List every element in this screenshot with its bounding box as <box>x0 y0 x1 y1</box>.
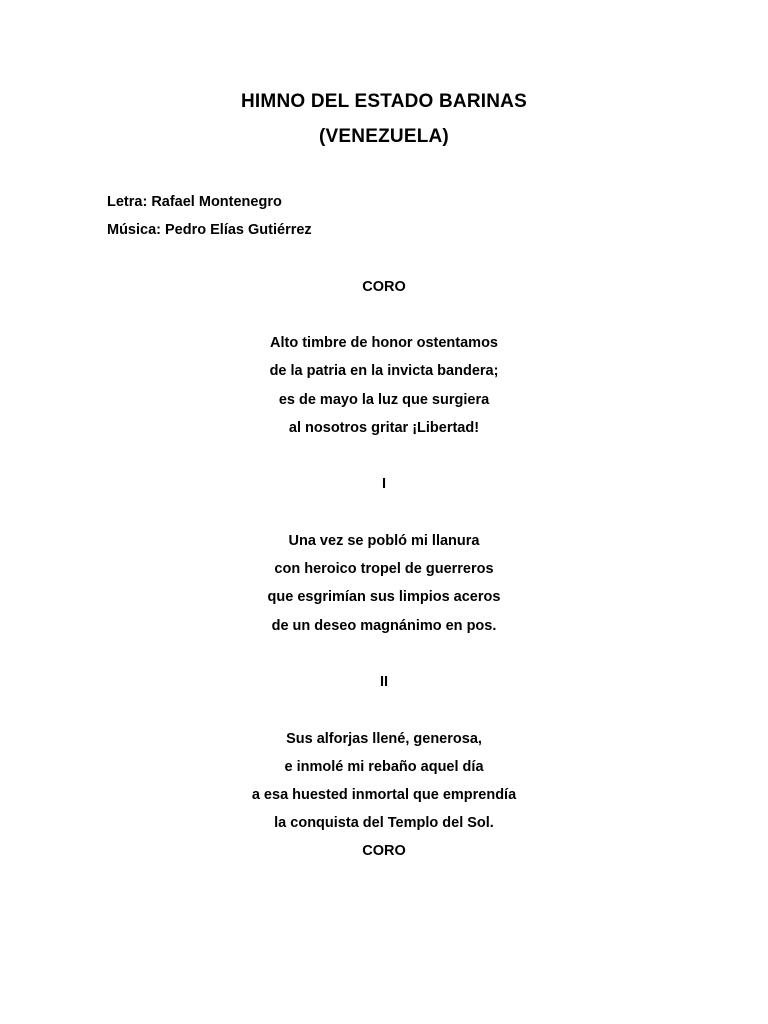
stanza-2-line: e inmolé mi rebaño aquel día <box>284 759 484 775</box>
chorus-line: es de mayo la luz que surgiera <box>278 392 490 408</box>
stanza-1-line: Una vez se pobló mi llanura <box>288 533 480 549</box>
closing-chorus-label: CORO <box>362 843 406 859</box>
chorus-line: Alto timbre de honor ostentamos <box>270 335 498 351</box>
lyrics-credit: Letra: Rafael Montenegro <box>107 194 282 210</box>
document-title: HIMNO DEL ESTADO BARINAS <box>241 91 527 112</box>
stanza-2-line: Sus alforjas llené, generosa, <box>286 731 482 747</box>
chorus-line: al nosotros gritar ¡Libertad! <box>288 420 480 436</box>
stanza-2-line: la conquista del Templo del Sol. <box>274 815 494 831</box>
stanza-2-line: a esa huested inmortal que emprendía <box>251 787 517 803</box>
chorus-heading: CORO <box>362 279 406 295</box>
chorus-line: de la patria en la invicta bandera; <box>269 363 499 379</box>
document-subtitle: (VENEZUELA) <box>319 126 449 147</box>
stanza-1-line: que esgrimían sus limpios aceros <box>267 589 501 605</box>
stanza-1-line: de un deseo magnánimo en pos. <box>271 618 497 634</box>
stanza-1-heading: I <box>381 476 387 492</box>
stanza-1-line: con heroico tropel de guerreros <box>274 561 494 577</box>
stanza-2-heading: II <box>379 674 389 690</box>
music-credit: Música: Pedro Elías Gutiérrez <box>107 222 312 238</box>
